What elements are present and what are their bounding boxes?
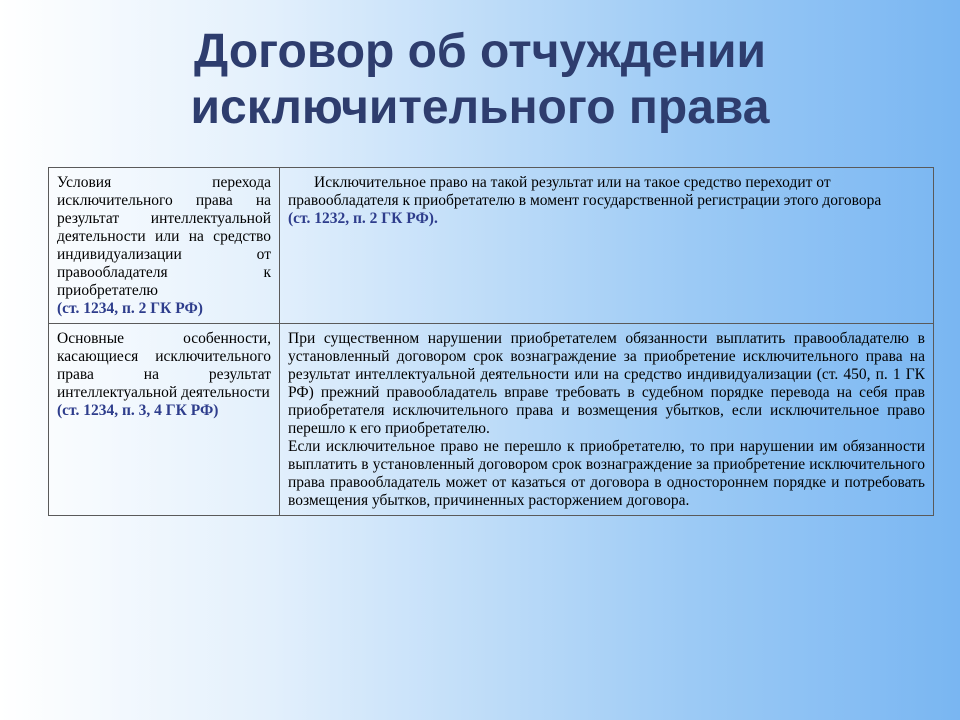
cell-paragraph: Если исключительное право не перешло к приобретателю, то при нарушении им обязанности выплатить в установленный договором срок вознаграждение за приобретение исключительного права правообладатель может от казаться от договора в одностороннем порядке и потребовать возмещения убытков, причиненных расторжением договора. bbox=[288, 438, 925, 509]
cell-text: Основные особенности, касающиеся исключительного права на результат интеллектуальной деятельности bbox=[57, 330, 271, 401]
table-row bbox=[49, 168, 934, 324]
table-cell-conditions-label bbox=[49, 168, 280, 324]
cell-paragraph: При существенном нарушении приобретателем обязанности выплатить правообладателю в установленный договором срок вознаграждение за приобретение исключительного права на результат интеллектуальной деятельности или на средство индивидуализации (ст. 450, п. 1 ГК РФ) прежний правообладатель вправе требовать в судебном порядке перевода на себя прав приобретателя исключительного права и возмещения убытков, если исключительное право перешло к его приобретателю. bbox=[288, 330, 925, 437]
cell-text: Условия перехода исключительного права на результат интеллектуальной деятельности или на средство индивидуализации от правообладателя к приобретателю bbox=[57, 174, 271, 299]
table-cell-features-content bbox=[280, 324, 934, 516]
cell-paragraph: Исключительное право на такой результат или на такое средство переходит от правообладателя к приобретателю в момент государственной регистрации этого договора bbox=[288, 174, 882, 209]
slide-title-line-1: Договор об отчуждении bbox=[194, 25, 766, 78]
law-reference: (ст. 1234, п. 3, 4 ГК РФ) bbox=[57, 402, 219, 419]
slide-title bbox=[0, 24, 960, 136]
table-cell-features-label bbox=[49, 324, 280, 516]
table-row bbox=[49, 324, 934, 516]
law-reference: (ст. 1232, п. 2 ГК РФ). bbox=[288, 210, 438, 227]
slide-title-line-2: исключительного права bbox=[190, 81, 770, 134]
law-reference: (ст. 1234, п. 2 ГК РФ) bbox=[57, 300, 203, 317]
content-table bbox=[48, 167, 934, 516]
table-cell-conditions-content bbox=[280, 168, 934, 324]
